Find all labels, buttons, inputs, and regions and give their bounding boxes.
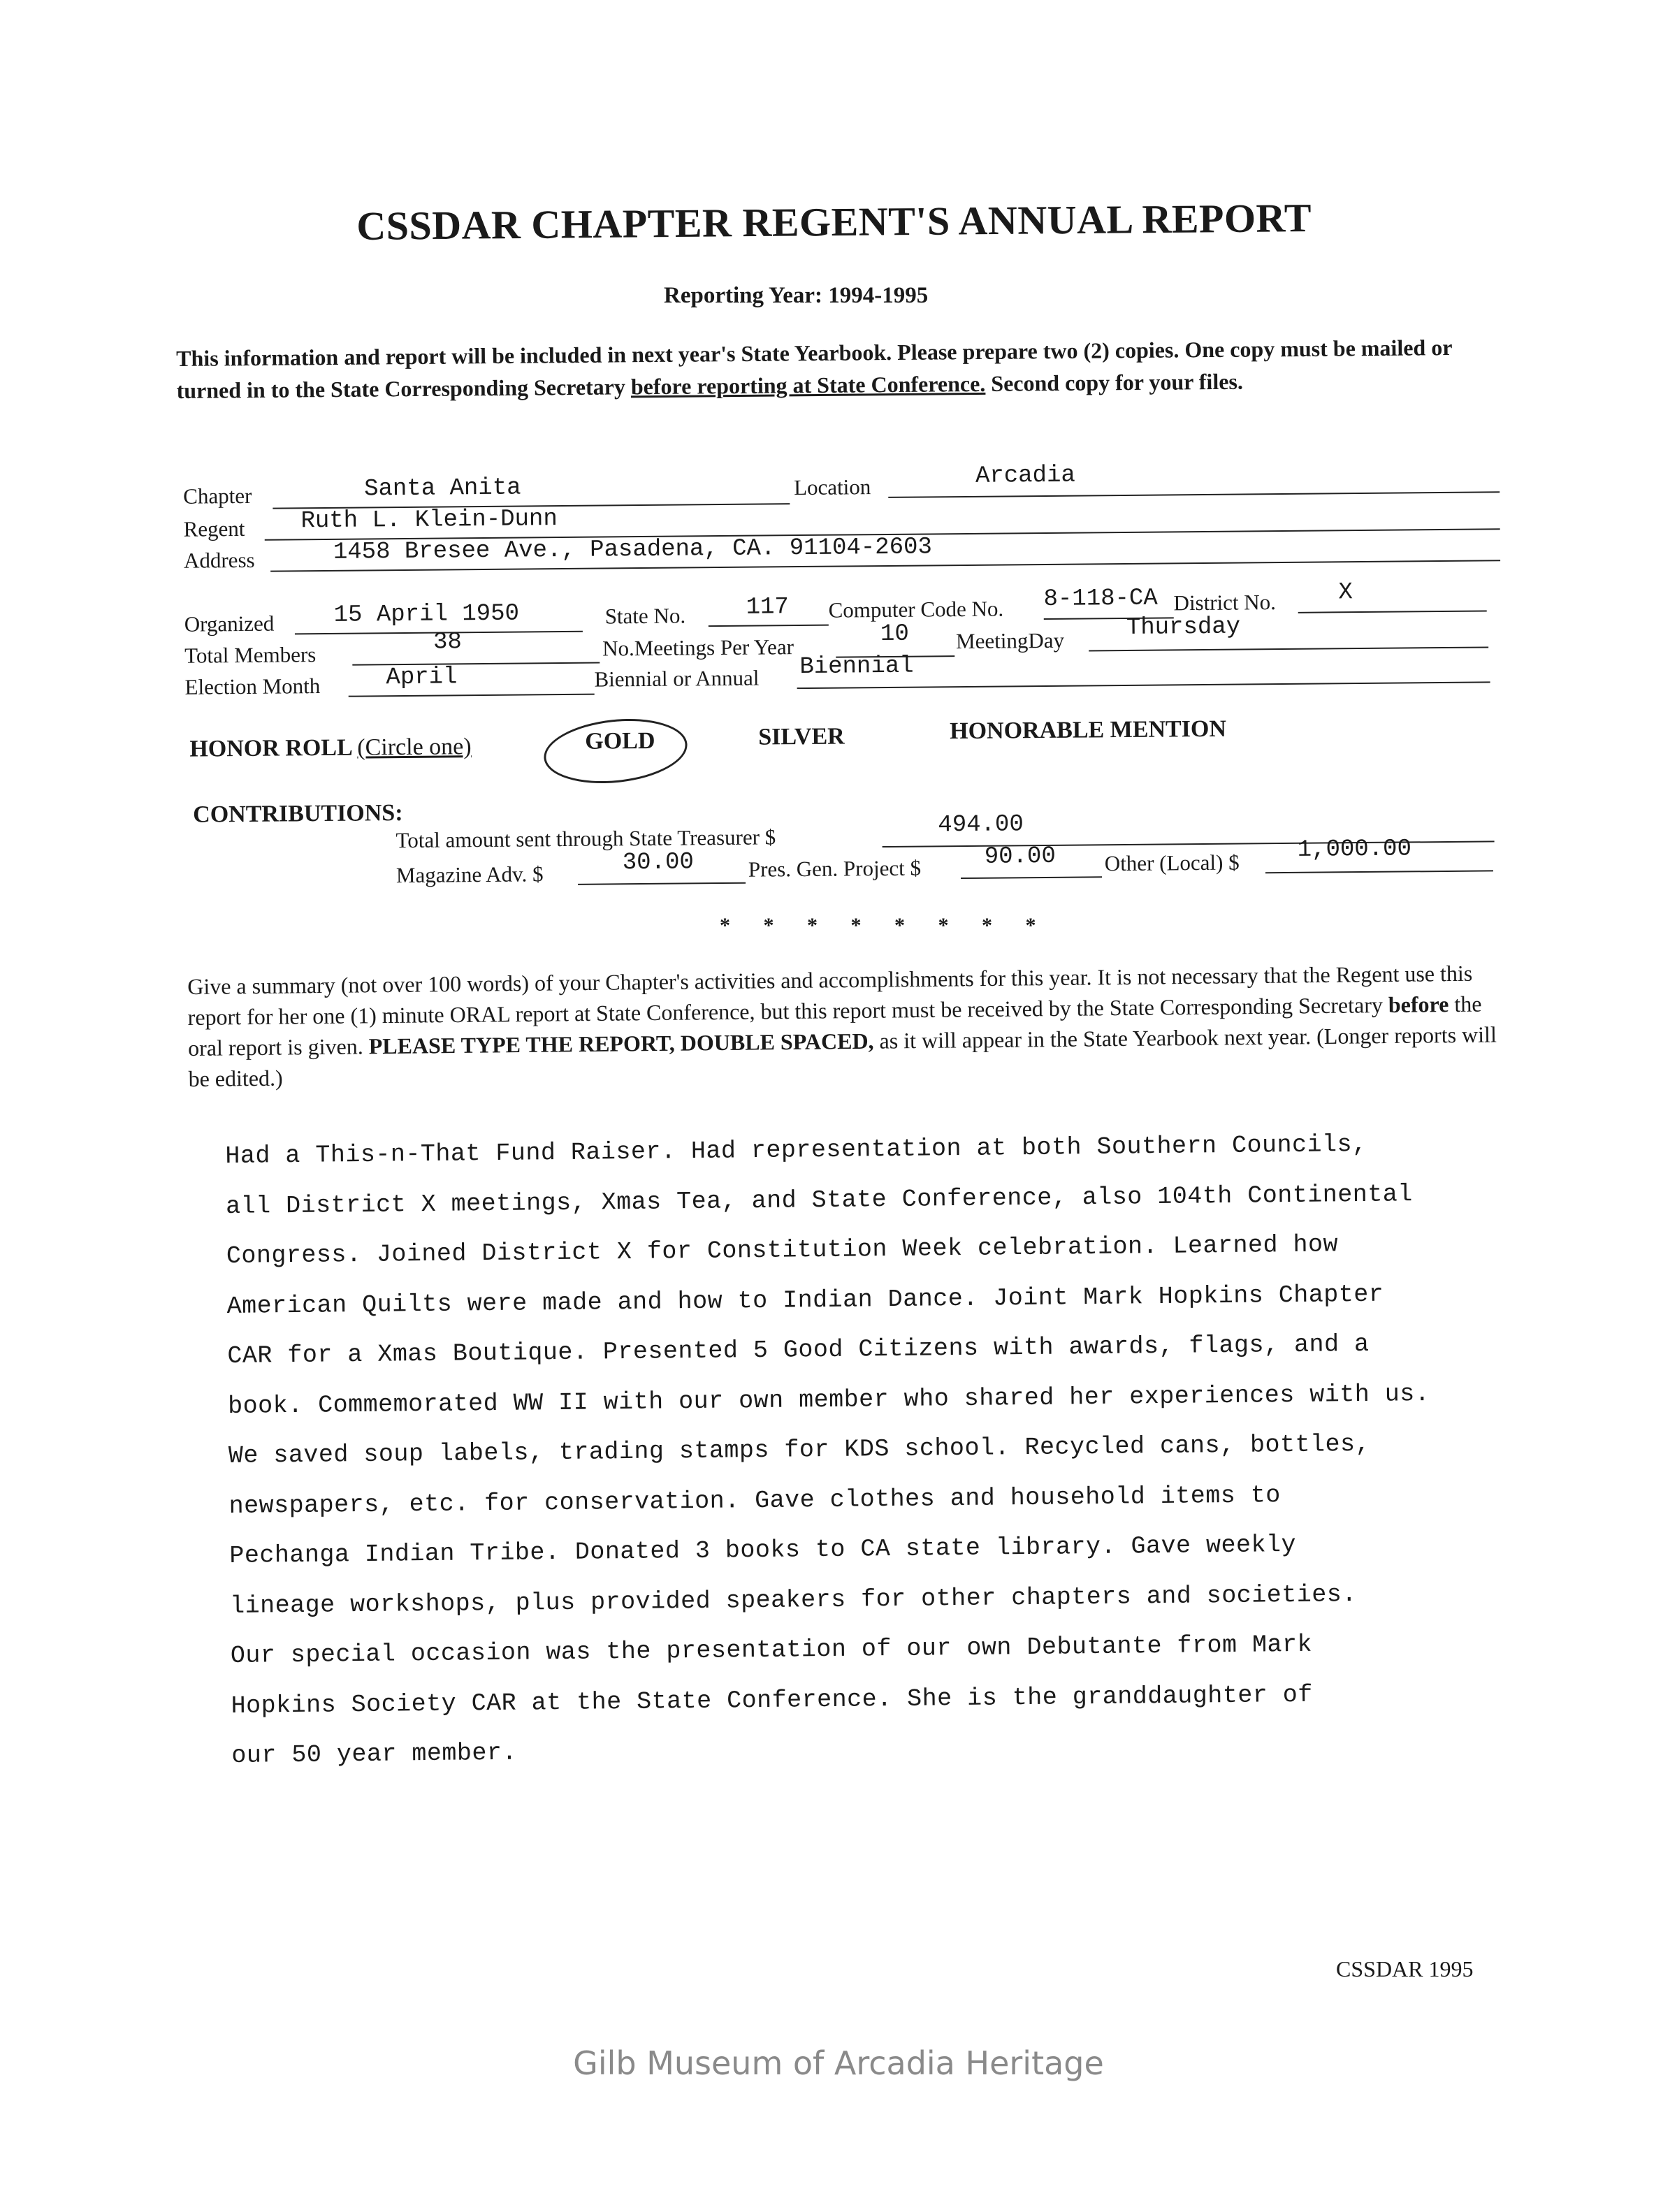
summary-instr-2: the oral report is given. xyxy=(187,991,1482,1061)
address-label: Address xyxy=(183,547,255,573)
museum-watermark: Gilb Museum of Arcadia Heritage xyxy=(573,2044,1104,2082)
meetings-label: No.Meetings Per Year xyxy=(602,634,794,661)
report-line: lineage workshops, plus provided speakers for other chapters and societies. xyxy=(229,1580,1357,1620)
meetings-value: 10 xyxy=(880,620,909,648)
other-label: Other (Local) $ xyxy=(1104,850,1240,876)
report-line: Had a This-n-That Fund Raiser. Had representation at both Southern Councils, xyxy=(225,1130,1367,1170)
organized-value: 15 April 1950 xyxy=(333,600,520,629)
location-label: Location xyxy=(793,474,871,500)
instructions-text-1: This information and report will be included in next year's State Yearbook. Please prepare two (2) copies. One copy must be mailed or turned in to the State Corresponding Secretary xyxy=(176,335,1453,403)
summary-instr-3: as it will appear in the State Yearbook next year. (Longer reports will be edited.) xyxy=(188,1021,1497,1091)
address-value: 1458 Bresee Ave., Pasadena, CA. 91104-2603 xyxy=(333,534,933,566)
report-line: Pechanga Indian Tribe. Donated 3 books to CA state library. Gave weekly xyxy=(229,1530,1297,1570)
chapter-value: Santa Anita xyxy=(363,474,521,503)
report-line: all District X meetings, Xmas Tea, and State Conference, also 104th Continental xyxy=(225,1179,1414,1221)
other-line xyxy=(1265,870,1493,873)
election-month-label: Election Month xyxy=(184,674,321,699)
contributions-label: CONTRIBUTIONS: xyxy=(193,800,403,828)
magazine-label: Magazine Adv. $ xyxy=(395,861,544,888)
meeting-day-label: MeetingDay xyxy=(955,627,1065,654)
instructions-text-2: Second copy for your files. xyxy=(985,368,1244,396)
state-treasurer-label: Total amount sent through State Treasurer $ xyxy=(395,824,776,853)
honor-honorable-mention[interactable]: HONORABLE MENTION xyxy=(950,715,1227,745)
report-line: our 50 year member. xyxy=(231,1738,518,1770)
report-line: Congress. Joined District X for Constitution Week celebration. Learned how xyxy=(226,1230,1339,1270)
report-line: newspapers, etc. for conservation. Gave clothes and household items to xyxy=(228,1480,1281,1520)
district-line xyxy=(1298,610,1487,613)
total-members-value: 38 xyxy=(433,629,463,656)
report-line: CAR for a Xmas Boutique. Presented 5 Good Citizens with awards, flags, and a xyxy=(227,1330,1370,1370)
honor-roll-title: HONOR ROLL xyxy=(189,734,351,762)
computer-code-label: Computer Code No. xyxy=(828,596,1004,623)
location-value: Arcadia xyxy=(975,462,1075,490)
report-line: American Quilts were made and how to Indian Dance. Joint Mark Hopkins Chapter xyxy=(226,1280,1384,1320)
honor-roll-label xyxy=(189,734,472,763)
magazine-value: 30.00 xyxy=(622,849,695,877)
meeting-day-line xyxy=(1089,646,1488,651)
report-line: Hopkins Society CAR at the State Conference. She is the granddaughter of xyxy=(231,1680,1313,1720)
location-line xyxy=(888,491,1500,498)
organized-label: Organized xyxy=(184,611,275,636)
report-title: CSSDAR CHAPTER REGENT'S ANNUAL REPORT xyxy=(356,195,1312,249)
biennial-label: Biennial or Annual xyxy=(594,665,760,692)
other-value: 1,000.00 xyxy=(1297,836,1412,864)
summary-instr-bold-1: before xyxy=(1388,991,1449,1018)
state-treasurer-value: 494.00 xyxy=(938,811,1024,839)
district-label: District No. xyxy=(1173,590,1277,616)
regent-value: Ruth L. Klein-Dunn xyxy=(300,506,558,535)
election-month-value: April xyxy=(386,664,458,692)
chapter-label: Chapter xyxy=(183,483,252,509)
report-line: We saved soup labels, trading stamps for KDS school. Recycled cans, bottles, xyxy=(228,1429,1371,1470)
summary-instr-1: Give a summary (not over 100 words) of your Chapter's activities and accomplishments for this year. It is not necessary that the Regent use this report for her one (1) minute ORAL report at State Conference, but this report must be received by the State Corresponding Secretary xyxy=(187,960,1473,1030)
computer-code-value: 8-118-CA xyxy=(1043,585,1158,613)
meeting-day-value: Thursday xyxy=(1126,613,1241,641)
report-line: Our special occasion was the presentation of our own Debutante from Mark xyxy=(230,1630,1313,1670)
biennial-value: Biennial xyxy=(799,653,914,681)
honor-gold[interactable]: GOLD xyxy=(585,727,655,755)
magazine-line xyxy=(578,882,746,885)
summary-instr-bold-2: PLEASE TYPE THE REPORT, DOUBLE SPACED, xyxy=(368,1028,874,1059)
honor-roll-hint: (Circle one) xyxy=(357,734,472,761)
district-value: X xyxy=(1338,579,1353,606)
pres-gen-line xyxy=(961,876,1102,879)
state-no-value: 117 xyxy=(746,594,790,621)
regent-label: Regent xyxy=(183,516,245,541)
state-no-label: State No. xyxy=(604,603,686,629)
report-summary xyxy=(225,1118,1588,1782)
instructions-underlined: before reporting at State Conference. xyxy=(630,370,986,400)
report-line: book. Commemorated WW II with our own member who shared her experiences with us. xyxy=(227,1379,1430,1420)
summary-instructions xyxy=(187,957,1502,1094)
state-no-line xyxy=(709,625,829,627)
footer-mark: CSSDAR 1995 xyxy=(1336,1956,1474,1981)
separator-stars: * * * * * * * * xyxy=(720,914,1050,937)
honor-silver[interactable]: SILVER xyxy=(758,723,845,750)
pres-gen-value: 90.00 xyxy=(984,843,1056,871)
pres-gen-label: Pres. Gen. Project $ xyxy=(748,855,922,882)
total-members-label: Total Members xyxy=(184,642,317,668)
form-fields xyxy=(0,0,1677,978)
election-month-line xyxy=(349,694,595,697)
biennial-line xyxy=(797,681,1490,689)
reporting-year: Reporting Year: 1994-1995 xyxy=(664,283,929,308)
